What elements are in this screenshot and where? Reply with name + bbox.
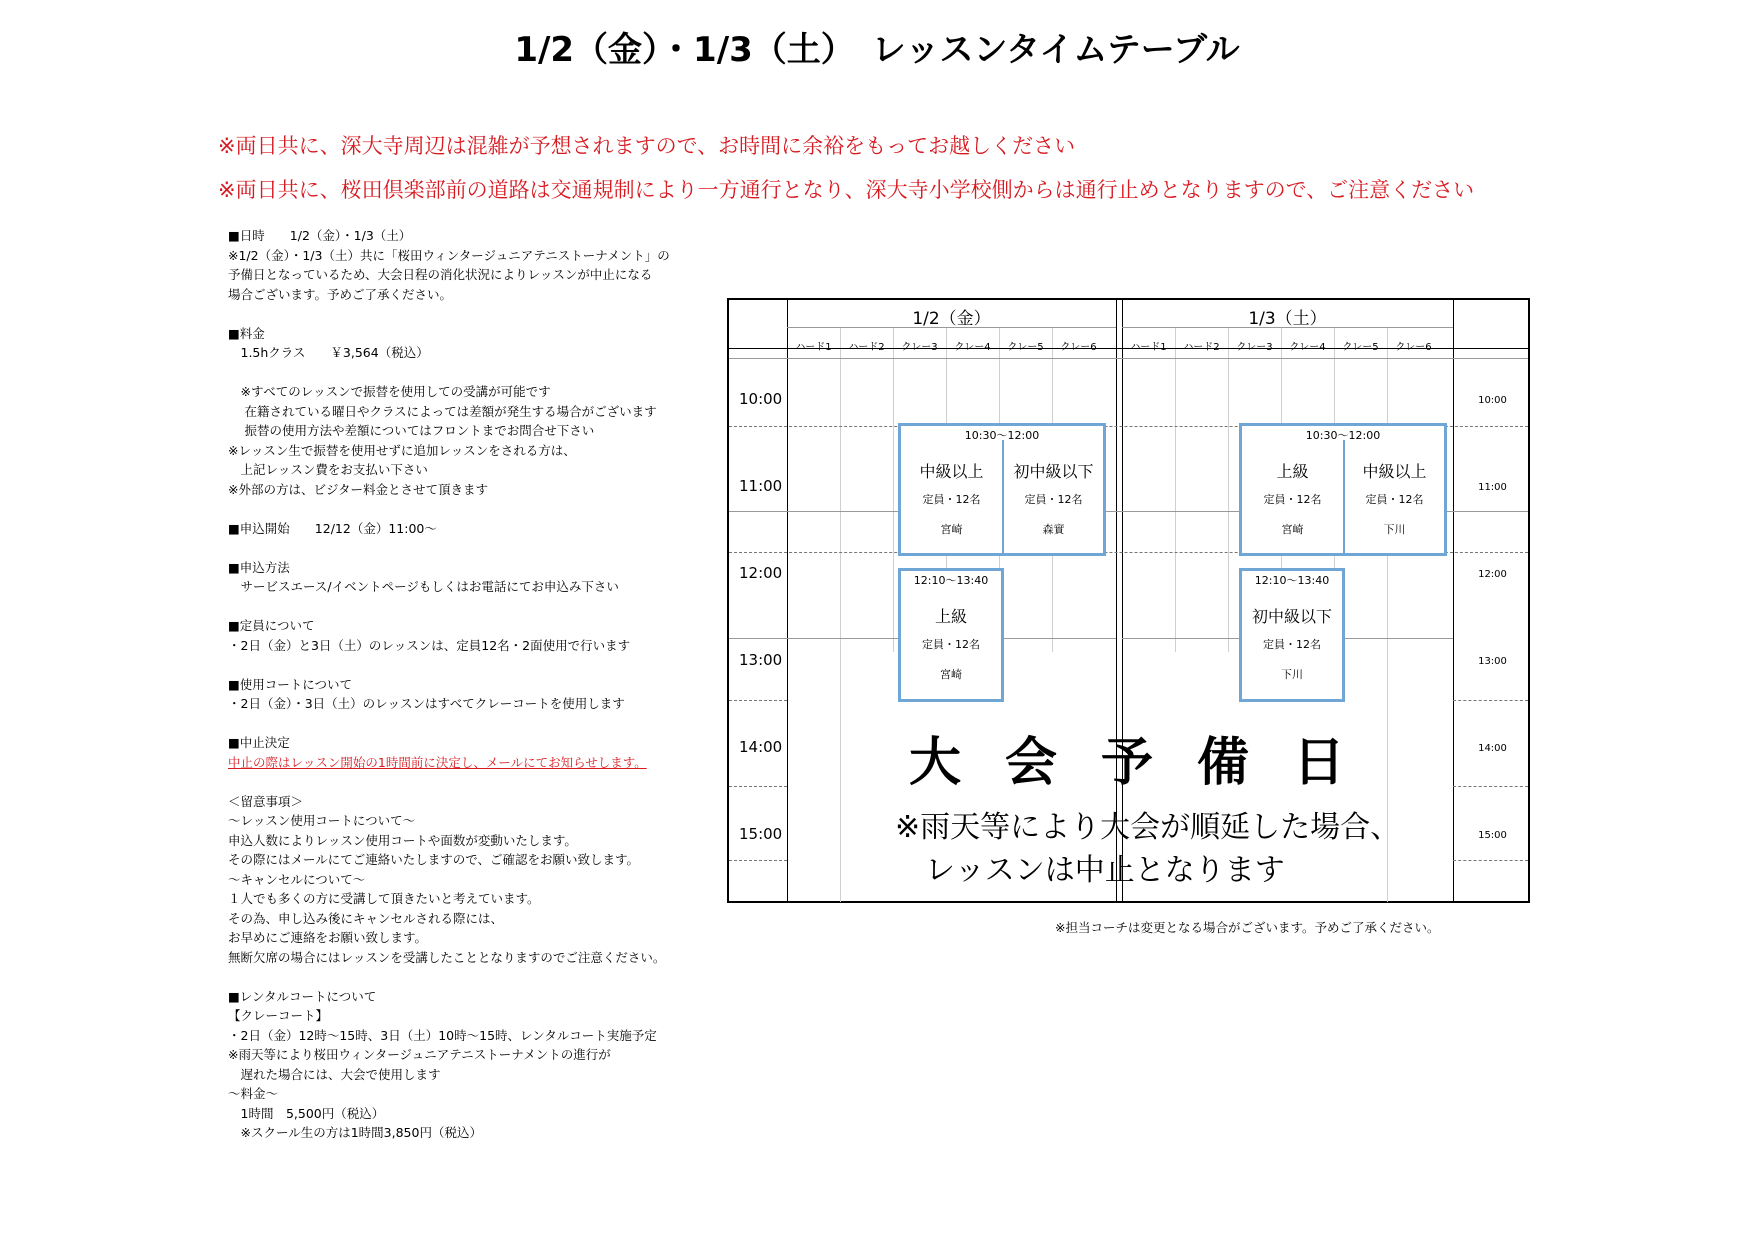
time-label: 13:00: [1478, 656, 1507, 667]
time-label: 10:00: [739, 390, 783, 408]
class-capacity: 定員・12名: [1024, 493, 1083, 506]
class-capacity: 定員・12名: [1263, 638, 1321, 651]
class-capacity: 定員・12名: [1365, 493, 1424, 506]
class-level: 初中級以下: [1251, 607, 1332, 626]
note-line: ～レッスン使用コートについて～: [228, 813, 416, 828]
date-note: 場合ございます。予めご了承ください。: [228, 286, 453, 302]
court-header: クレー3: [1236, 342, 1273, 353]
time-label: 13:00: [739, 651, 783, 669]
lesson-block-d2-morning: [1239, 423, 1447, 556]
time-label: 11:00: [1478, 482, 1507, 493]
time-label: 12:00: [1478, 569, 1507, 580]
class-coach: 下川: [1281, 668, 1303, 681]
fee-note: ※すべてのレッスンで振替を使用しての受講が可能です: [228, 384, 551, 399]
rental-heading: ■レンタルコートについて: [228, 988, 377, 1004]
class-level: 上級: [934, 607, 967, 626]
rental-line: ～料金～: [228, 1086, 279, 1101]
fee-heading: ■料金: [228, 325, 265, 341]
rental-line: ※雨天等により桜田ウィンタージュニアテニストーナメントの進行が: [228, 1047, 611, 1062]
class-coach: 宮崎: [940, 523, 963, 536]
class-level: 中級以上: [1362, 462, 1427, 481]
date-note: ※1/2（金）・1/3（土）共に「桜田ウィンタージュニアテニストーナメント」の: [228, 247, 670, 263]
rental-line: ・2日（金）12時～15時、3日（土）10時～15時、レンタルコート実施予定: [228, 1027, 657, 1043]
time-column-divider: [787, 300, 788, 901]
apply-method-heading: ■申込方法: [228, 559, 290, 575]
note-line: 申込人数によりレッスン使用コートや面数が変動いたします。: [228, 832, 577, 848]
info-column: [228, 226, 728, 1143]
date-line: ■日時 1/2（金）・1/3（土）: [228, 228, 412, 243]
rental-line: 【クレーコート】: [228, 1008, 329, 1023]
day-2-heading: 1/3（土）: [1248, 309, 1327, 329]
reserve-day-label: 大会予備日: [909, 733, 1390, 793]
notes-heading: ＜留意事項＞: [228, 793, 304, 809]
rain-note: ※雨天等により大会が順延した場合、: [895, 810, 1401, 845]
lesson-block-d2-noon: [1239, 568, 1345, 702]
time-label: 15:00: [739, 825, 783, 843]
rain-note: レッスンは中止となります: [925, 853, 1285, 888]
time-label: 11:00: [739, 477, 783, 495]
court-header: クレー5: [1007, 342, 1044, 353]
apply-method: サービスエース/イベントページもしくはお電話にてお申込み下さい: [228, 579, 619, 594]
fee-note: 在籍されている曜日やクラスによっては差額が発生する場合がございます: [228, 403, 657, 419]
page-title: 1/2（金）・1/3（土） レッスンタイムテーブル: [514, 30, 1240, 70]
lesson-time: 10:30～12:00: [1305, 429, 1381, 442]
court-header: ハード2: [1183, 342, 1220, 353]
cancel-heading: ■中止決定: [228, 735, 290, 750]
class-coach: 宮崎: [940, 668, 962, 681]
class-capacity: 定員・12名: [922, 638, 980, 651]
time-label: 12:00: [739, 564, 783, 582]
note-line: お早めにご連絡をお願い致します。: [228, 930, 428, 945]
apply-start: ■申込開始 12/12（金）11:00～: [228, 520, 437, 536]
coach-change-note: ※担当コーチは変更となる場合がございます。予めご了承ください。: [1055, 920, 1440, 935]
class-level: 中級以上: [919, 462, 984, 481]
timetable: [727, 298, 1530, 903]
lesson-block-d1-noon: [898, 568, 1004, 702]
capacity-text: ・2日（金）と3日（土）のレッスンは、定員12名・2面使用で行います: [228, 637, 631, 653]
time-column-divider: [1453, 300, 1454, 901]
class-level: 上級: [1276, 462, 1309, 481]
time-label: 14:00: [739, 738, 783, 756]
class-coach: 森實: [1042, 523, 1065, 536]
note-line: １人でも多くの方に受講して頂きたいと考えています。: [228, 891, 540, 906]
fee-note: 上記レッスン費をお支払い下さい: [228, 462, 428, 477]
class-coach: 下川: [1383, 523, 1406, 536]
lesson-block-d1-morning: [898, 423, 1106, 556]
court-header: ハード2: [848, 342, 885, 353]
warning-traffic: ※両日共に、桜田倶楽部前の道路は交通規制により一方通行となり、深大寺小学校側からは通行止めとなりますので、ご注意ください: [218, 178, 1475, 202]
court-header: クレー6: [1060, 342, 1097, 353]
cancel-text: 中止の際はレッスン開始の1時間前に決定し、メールにてお知らせします。: [228, 754, 647, 770]
note-line: その際にはメールにてご連絡いたしますので、ご確認をお願い致します。: [228, 852, 640, 867]
class-capacity: 定員・12名: [1263, 493, 1322, 506]
court-header: クレー3: [901, 342, 938, 353]
note-line: 無断欠席の場合にはレッスンを受講したこととなりますのでご注意ください。: [228, 949, 666, 965]
fee-note: ※レッスン生で振替を使用せずに追加レッスンをされる方は、: [228, 442, 576, 458]
rental-line: 遅れた場合には、大会で使用します: [228, 1066, 441, 1082]
rental-line: 1時間 5,500円（税込）: [228, 1105, 385, 1121]
note-line: ～キャンセルについて～: [228, 871, 366, 887]
class-level: 初中級以下: [1013, 462, 1094, 481]
court-header: クレー4: [954, 342, 991, 353]
court-header: クレー5: [1342, 342, 1379, 353]
courts-heading: ■使用コートについて: [228, 676, 353, 692]
court-header: クレー6: [1395, 342, 1432, 353]
court-header: ハード1: [795, 342, 832, 353]
lesson-time: 12:10～13:40: [1254, 574, 1330, 587]
day-1-heading: 1/2（金）: [912, 309, 991, 329]
note-line: その為、申し込み後にキャンセルされる際には、: [228, 910, 504, 926]
courts-text: ・2日（金）・3日（土）のレッスンはすべてクレーコートを使用します: [228, 696, 625, 711]
rental-line: ※スクール生の方は1時間3,850円（税込）: [228, 1125, 482, 1140]
class-coach: 宮崎: [1281, 523, 1304, 536]
time-label: 10:00: [1478, 395, 1507, 406]
court-header: ハード1: [1130, 342, 1167, 353]
lesson-time: 10:30～12:00: [964, 429, 1040, 442]
class-capacity: 定員・12名: [922, 493, 981, 506]
fee-note: ※外部の方は、ビジター料金とさせて頂きます: [228, 481, 488, 497]
warning-congestion: ※両日共に、深大寺周辺は混雑が予想されますので、お時間に余裕をもってお越しください: [218, 134, 1076, 158]
capacity-heading: ■定員について: [228, 618, 315, 633]
fee-line: 1.5hクラス ￥3,564（税込）: [228, 345, 429, 360]
lesson-time: 12:10～13:40: [913, 574, 989, 587]
time-label: 15:00: [1478, 830, 1507, 841]
court-header: クレー4: [1289, 342, 1326, 353]
date-note: 予備日となっているため、大会日程の消化状況によりレッスンが中止になる: [228, 267, 653, 282]
fee-note: 振替の使用方法や差額についてはフロントまでお問合せ下さい: [228, 423, 595, 438]
time-label: 14:00: [1478, 743, 1507, 754]
